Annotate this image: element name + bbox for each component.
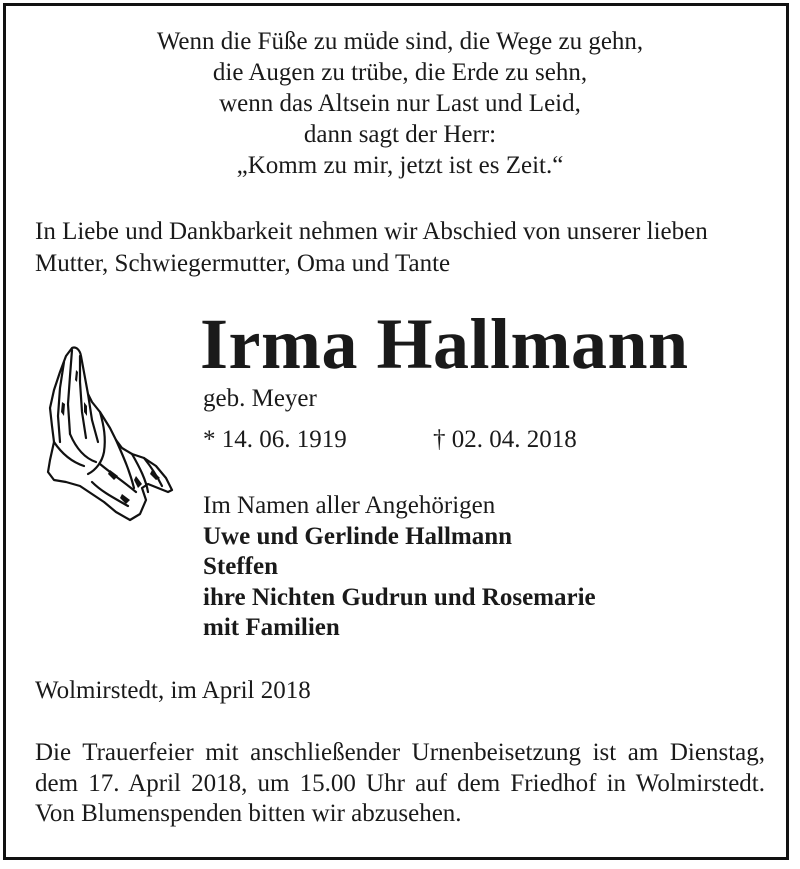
mourners-intro: Im Namen aller Angehörigen <box>203 492 496 519</box>
mourner-line: mit Familien <box>203 614 340 641</box>
place-and-date: Wolmirstedt, im April 2018 <box>35 677 311 704</box>
praying-hands-icon <box>40 342 180 534</box>
birth-date: * 14. 06. 1919 <box>203 426 347 453</box>
mourner-line: Steffen <box>203 553 278 580</box>
poem-line: die Augen zu trübe, die Erde zu sehn, <box>212 59 588 86</box>
deceased-name: Irma Hallmann <box>200 304 689 384</box>
poem-line: Wenn die Füße zu müde sind, die Wege zu gehn, <box>156 28 644 55</box>
birth-name: geb. Meyer <box>203 385 317 412</box>
death-date: † 02. 04. 2018 <box>433 426 577 453</box>
poem <box>0 26 800 181</box>
mourner-line: ihre Nichten Gudrun und Rosemarie <box>203 583 596 611</box>
mourners-block <box>203 491 596 644</box>
funeral-notice: Die Trauerfeier mit anschließender Urnenbeisetzung ist am Dienstag, dem 17. April 2018, um 15.00 Uhr auf dem Friedhof in Wolmirstedt. Von Blumenspenden bitten wir abzusehen. <box>35 739 765 827</box>
life-dates <box>203 425 577 455</box>
mourner-line: Uwe und Gerlinde Hallmann <box>203 522 513 550</box>
poem-line: „Komm zu mir, jetzt ist es Zeit.“ <box>236 152 564 179</box>
poem-line: dann sagt der Herr: <box>303 121 497 148</box>
poem-line: wenn das Altsein nur Last und Leid, <box>219 90 581 117</box>
farewell-intro: In Liebe und Dankbarkeit nehmen wir Abschied von unserer lieben Mutter, Schwiegermutter, Oma und Tante <box>35 218 708 277</box>
